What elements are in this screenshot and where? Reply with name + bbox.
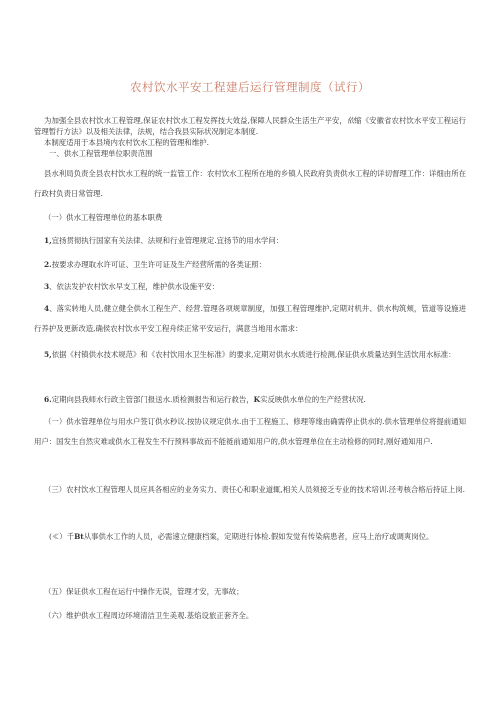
scope-paragraph: 本制度适用于本县境内农村饮水工程的管理和维护. <box>44 138 209 147</box>
duty-item-6 <box>34 394 466 405</box>
intro-text-c: 缩《安徽省农村饮水平安工程运行管理暂行方法》以及相关法律，法规，结合我县实际状况制定本制度. <box>34 116 466 136</box>
section-heading-1: 一、供水工程管理单位职责范围 <box>49 149 153 158</box>
intro-paragraph <box>34 115 466 137</box>
duty-item-6-text-b: 实反映供水单位的生产经营状况. <box>260 395 366 404</box>
operation-paragraph: （五）保证供水工程在运行中操作无误，管理才安，无事故； <box>44 587 244 596</box>
health-record-marker: Bt <box>74 532 84 541</box>
environment-paragraph: （六）维护供水工程周边环境清洁卫生美观.基焰设旅正套齐全。 <box>44 611 254 620</box>
responsibility-paragraph: 县水利局负责全县农村饮水工程的统一监管工作：农村饮水工程所在地的乡镇人民政府负责供水工程的详切督理工作：详细由所在行政村负责日常管理. <box>34 169 466 198</box>
duty-item-5-text: 依据《村镇供水技术规范》和《农村饮用水卫生标准》的要求,定期对供水水质进行检测,保证供水质量达到生活饮用水标准： <box>51 350 456 359</box>
duty-item-2 <box>34 259 466 270</box>
duty-item-6-text-a: 定期向县我师水行政主管部门报送水.质检测报告和运行救告， <box>51 395 254 404</box>
intro-text-b: 依 <box>346 116 355 125</box>
duty-item-1 <box>34 235 466 246</box>
duty-item-6-letter: K <box>253 395 261 404</box>
duty-item-6-number: 6. <box>44 395 52 404</box>
health-record-text: 从事供水工作的人员，必需速立健康档案，定期进行体检.假如发觉有传染病患者，应马上治疗或调爽岗位。 <box>83 532 434 541</box>
supply-agreement-paragraph: （一）供水管理单位与用水户签订供水秒议.按协议规定供水.由于工程施工、修理等缘由确需停止供水的.供水管理单位将提前通知用户：国发生自然灾难或供水工程发生不行预料事故而不能裢前通知用户的,供水管理单位在主动检修的同时,刚好通知用户. <box>34 417 466 446</box>
duty-item-2-text: 按要求办理取水许可证、卫生许可证及生产经营所需的各类证照： <box>51 260 267 269</box>
duty-item-4 <box>34 299 466 338</box>
duty-item-3-number: 3 <box>44 282 50 291</box>
health-record-prefix: (≪）千 <box>49 532 75 541</box>
intro-text-a: 为加强全县农村饮水工程管理,保证农村饮水工程发挥技大效益,保障人民群众生活生产平安， <box>44 116 347 125</box>
duty-item-1-text: 宜扬贯彻执行国家有关法律、法规和行业管理规定.宜扬节的用水学问： <box>51 236 284 245</box>
duty-item-5-number: 5, <box>44 350 52 359</box>
health-record-paragraph <box>34 527 466 547</box>
duty-item-3-text: 、依法发护农村饮水早支工程，维护供水设施平安： <box>49 282 220 291</box>
staff-qualification-paragraph: （三）农村饮水工程管理人员应具各相应的业务实力、责任心和职业道辄,相关人员须接乏专业的技术培训.泾考核合格后持证上岗. <box>44 485 465 494</box>
duty-item-4-number: 4 <box>44 304 50 313</box>
subsection-heading-1: （一）供水工程管理单位的基本职费 <box>44 213 163 222</box>
document-title: 农村饮水平安工程建后运行管理制度（试行） <box>130 80 370 94</box>
duty-item-2-number: 2. <box>44 260 52 269</box>
duty-item-5 <box>34 345 466 365</box>
duty-item-1-number: 1, <box>44 236 52 245</box>
duty-item-4-text: 、落实转地人员,健立健全供水工程生产、经营.管理各项规章制度，加强工程管理维护,定期对机井、供水构筑颊，管道等设施进行养护及更新改造,确侯农村饮水平安工程舟续正常平安运行，满意当地用水需求： <box>34 304 466 333</box>
duty-item-3 <box>34 281 466 292</box>
